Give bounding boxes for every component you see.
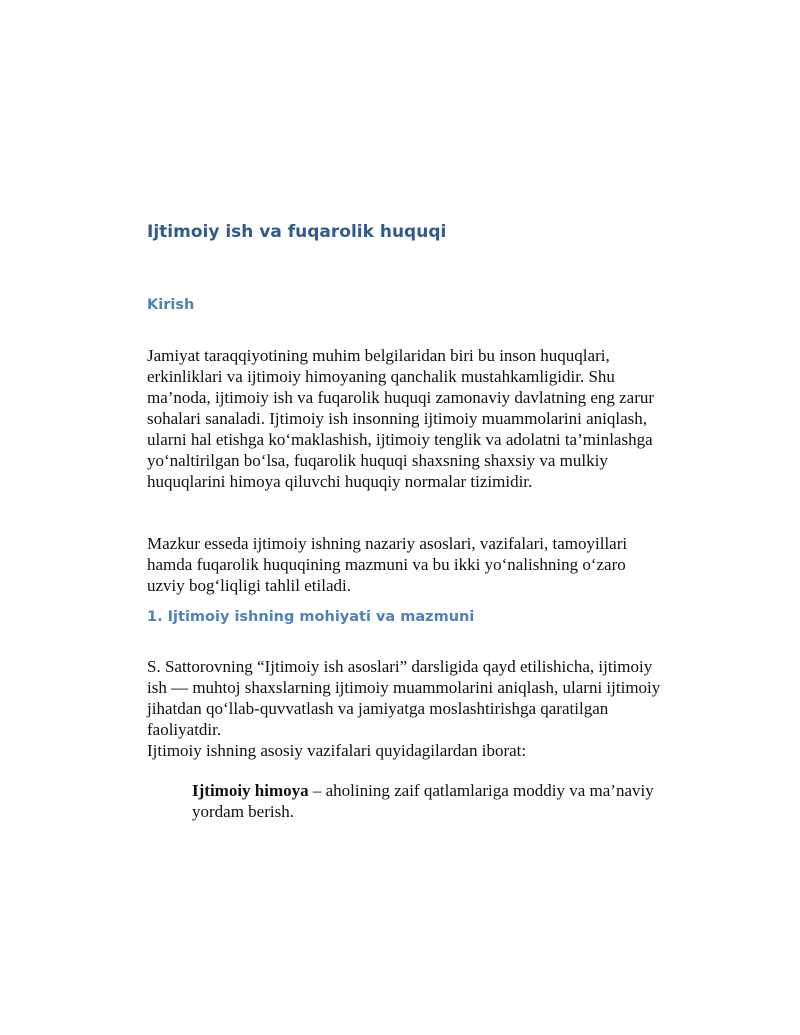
bullet-term: Ijtimoiy himoya	[192, 781, 309, 800]
intro-heading: Kirish	[147, 297, 195, 313]
section-1-paragraph-1: S. Sattorovning “Ijtimoiy ish asoslari” darsligida qayd etilishicha, ijtimoiy ish — muhtoj shaxslarning ijtimoiy muammolarini aniqlash, ularni ijtimoiy jihatdan qo‘llab-quvvatlash va jamiyatga moslashtirishga qaratilgan faoliyatdir.	[147, 657, 661, 739]
section-1-paragraph-2: Ijtimoiy ishning asosiy vazifalari quyidagilardan iborat:	[147, 741, 527, 760]
list-item	[192, 780, 662, 822]
intro-paragraph-2: Mazkur esseda ijtimoiy ishning nazariy asoslari, vazifalari, tamoyillari hamda fuqarolik huquqining mazmuni va bu ikki yo‘nalishning o‘zaro uzviy bog‘liqligi tahlil etiladi.	[147, 534, 628, 595]
document-title: Ijtimoiy ish va fuqarolik huquqi	[147, 222, 447, 242]
section-1-heading: 1. Ijtimoiy ishning mohiyati va mazmuni	[147, 609, 475, 625]
bullet-text: – aholining zaif qatlamlariga moddiy va ma’naviy yordam berish.	[192, 781, 654, 821]
intro-paragraph-1: Jamiyat taraqqiyotining muhim belgilaridan biri bu inson huquqlari, erkinliklari va ijtimoiy himoyaning qanchalik mustahkamligidir. Shu ma’noda, ijtimoiy ish va fuqarolik huquqi zamonaviy davlatning eng zarur sohalari sanaladi. Ijtimoiy ish insonning ijtimoiy muammolarini aniqlash, ularni hal etishga ko‘maklashish, ijtimoiy tenglik va adolatni ta’minlashga yo‘naltirilgan bo‘lsa, fuqarolik huquqi shaxsning shaxsiy va mulkiy huquqlarini himoya qiluvchi huquqiy normalar tizimidir.	[147, 346, 655, 491]
